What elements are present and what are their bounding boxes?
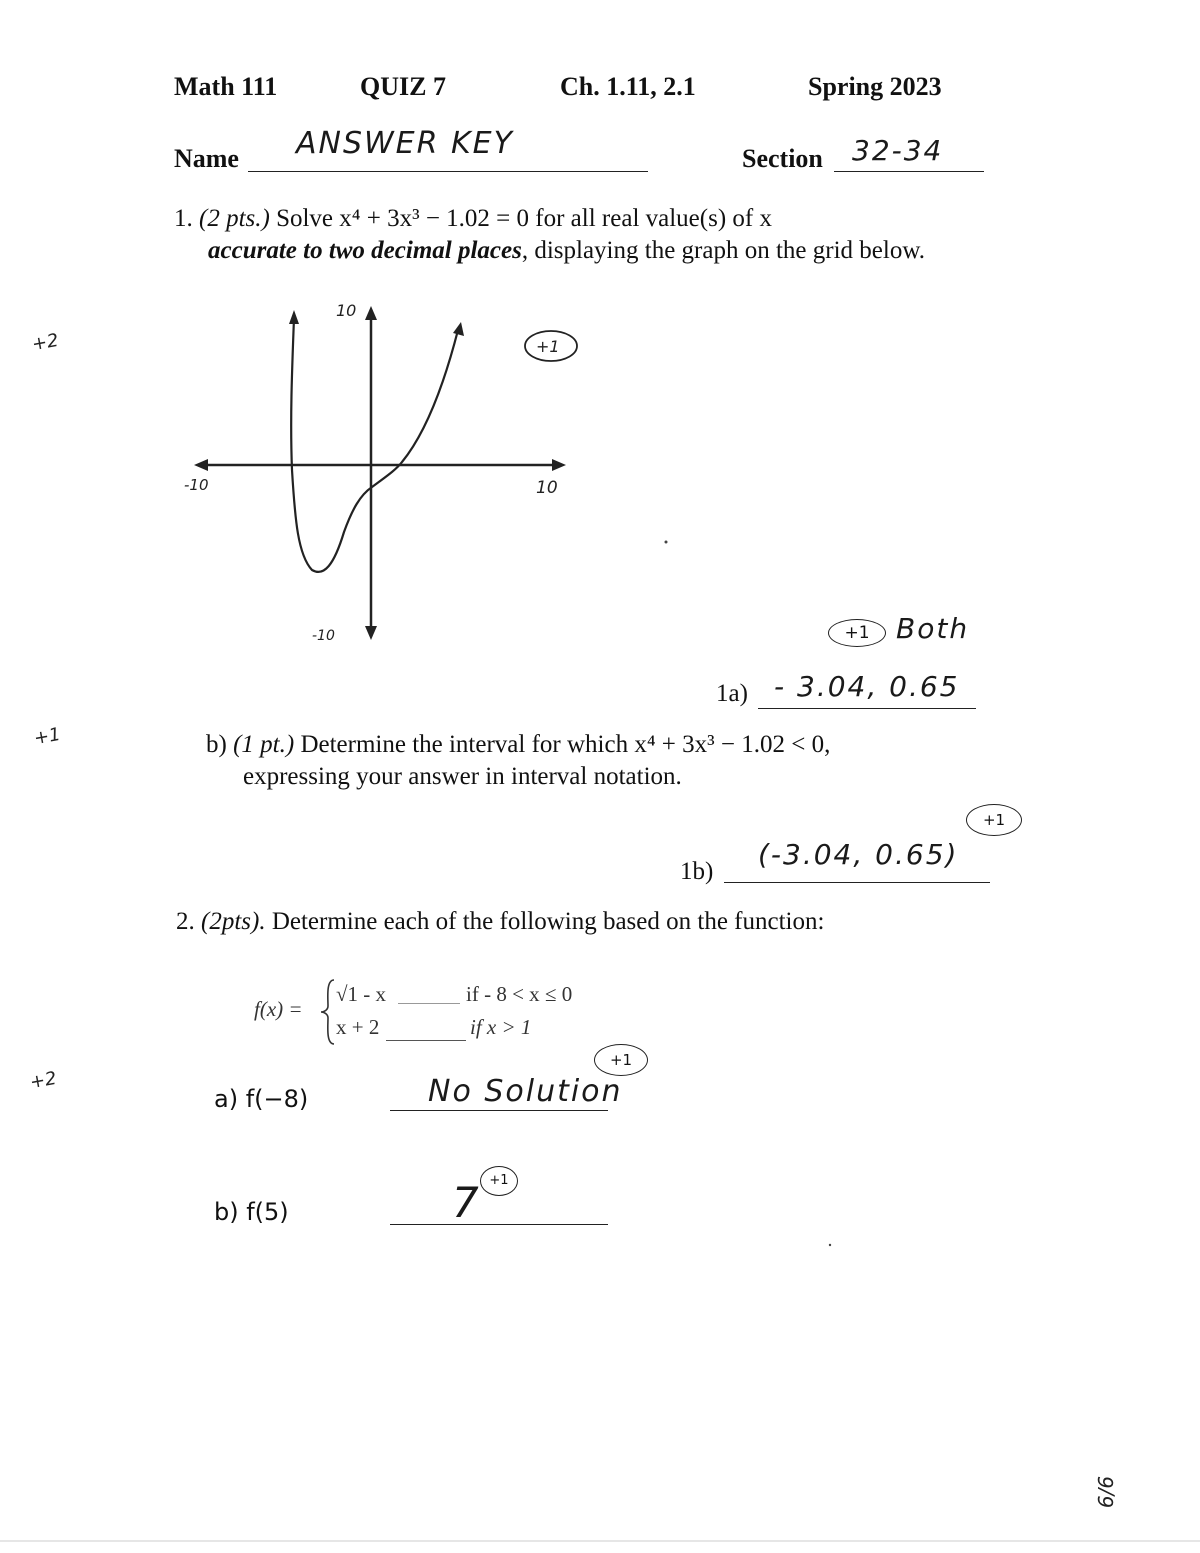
curve-right-arrow [453, 322, 464, 336]
answer-1b-line [724, 882, 990, 883]
q1b-points: (1 pt.) [233, 731, 295, 758]
margin-score-q2: +2 [28, 1067, 59, 1094]
q1-text-b: , displaying the graph on the grid below. [521, 237, 926, 264]
section-label: Section [742, 144, 823, 173]
y-top-label: 10 [336, 301, 357, 320]
name-value: ANSWER KEY [296, 126, 514, 161]
chapters-label: Ch. 1.11, 2.1 [560, 72, 696, 101]
y-axis-bottom-arrow [365, 626, 377, 640]
answer-1a-value: - 3.04, 0.65 [774, 670, 960, 703]
q2-prompt [176, 908, 824, 936]
section-value: 32-34 [852, 134, 944, 167]
q2a-mark: +1 [594, 1044, 648, 1076]
x-left-label: -10 [184, 476, 209, 494]
q2b-credit [480, 1166, 518, 1196]
q1b-text: Determine the interval for which x⁴ + 3x³ − 1.02 < 0, [300, 731, 831, 758]
fx-label: f(x) = [254, 997, 303, 1021]
piece1-filler [398, 1003, 460, 1004]
q2a-credit [594, 1044, 648, 1076]
answer-1b-mark: +1 [966, 804, 1022, 836]
y-bottom-label: -10 [312, 628, 335, 644]
curve-left-arrow [289, 310, 299, 324]
x-axis-left-arrow [194, 459, 208, 471]
q1-number: 1. [174, 205, 193, 232]
q2-number: 2. [176, 908, 195, 935]
q1-emphasis: accurate to two decimal places [208, 237, 522, 264]
course-label: Math 111 [174, 72, 278, 101]
margin-score-q1a: +2 [30, 329, 61, 356]
x-axis-right-arrow [552, 459, 566, 471]
q1b-prompt-line1 [206, 731, 830, 759]
both-credit-mark: +1 [828, 619, 886, 647]
piecewise-brace [318, 978, 338, 1046]
q2a-answer: No Solution [428, 1074, 623, 1109]
q1-points: (2 pts.) [199, 205, 270, 232]
q2a-label: a) f(−8) [214, 1085, 309, 1113]
scan-edge [0, 1540, 1200, 1542]
y-axis-top-arrow [365, 306, 377, 320]
q1b-prompt-line2: expressing your answer in interval notation. [243, 763, 682, 790]
stray-dot-2 [829, 1244, 831, 1246]
q2-points: (2pts). [201, 908, 266, 935]
q2b-label: b) f(5) [214, 1198, 289, 1226]
q1-text-a: Solve x⁴ + 3x³ − 1.02 = 0 for all real value(s) of x [276, 205, 772, 232]
piece2-filler [386, 1040, 466, 1041]
answer-1a-label: 1a) [716, 680, 748, 707]
q2a-line [390, 1110, 608, 1111]
piece2-expr: x + 2 [336, 1015, 380, 1039]
answer-1b-value: (-3.04, 0.65) [758, 838, 959, 871]
stray-dot [665, 541, 668, 544]
answer-1a-line [758, 708, 976, 709]
graph-credit-mark: +1 [536, 337, 560, 356]
piece1-expr: √1 - x [336, 982, 387, 1006]
piece2-cond: if x > 1 [470, 1015, 532, 1039]
x-right-label: 10 [536, 478, 558, 498]
q1b-label: b) [206, 731, 227, 758]
margin-score-q1b: +1 [32, 723, 63, 750]
q2b-mark: +1 [480, 1166, 518, 1196]
both-note: Both [896, 612, 970, 645]
both-credit [828, 612, 969, 647]
quiz-label: QUIZ 7 [360, 72, 446, 101]
total-score: 6/6 [1094, 1475, 1119, 1509]
piece1-cond: if - 8 < x ≤ 0 [466, 982, 573, 1006]
q2-text: Determine each of the following based on the function: [271, 908, 825, 935]
answer-1b-label: 1b) [680, 858, 714, 885]
answer-1b-credit [966, 804, 1022, 836]
q2b-line [390, 1224, 608, 1225]
function-curve [291, 318, 458, 572]
name-label: Name [174, 144, 239, 173]
term-label: Spring 2023 [808, 72, 942, 101]
q2b-answer: 7 [452, 1178, 479, 1227]
